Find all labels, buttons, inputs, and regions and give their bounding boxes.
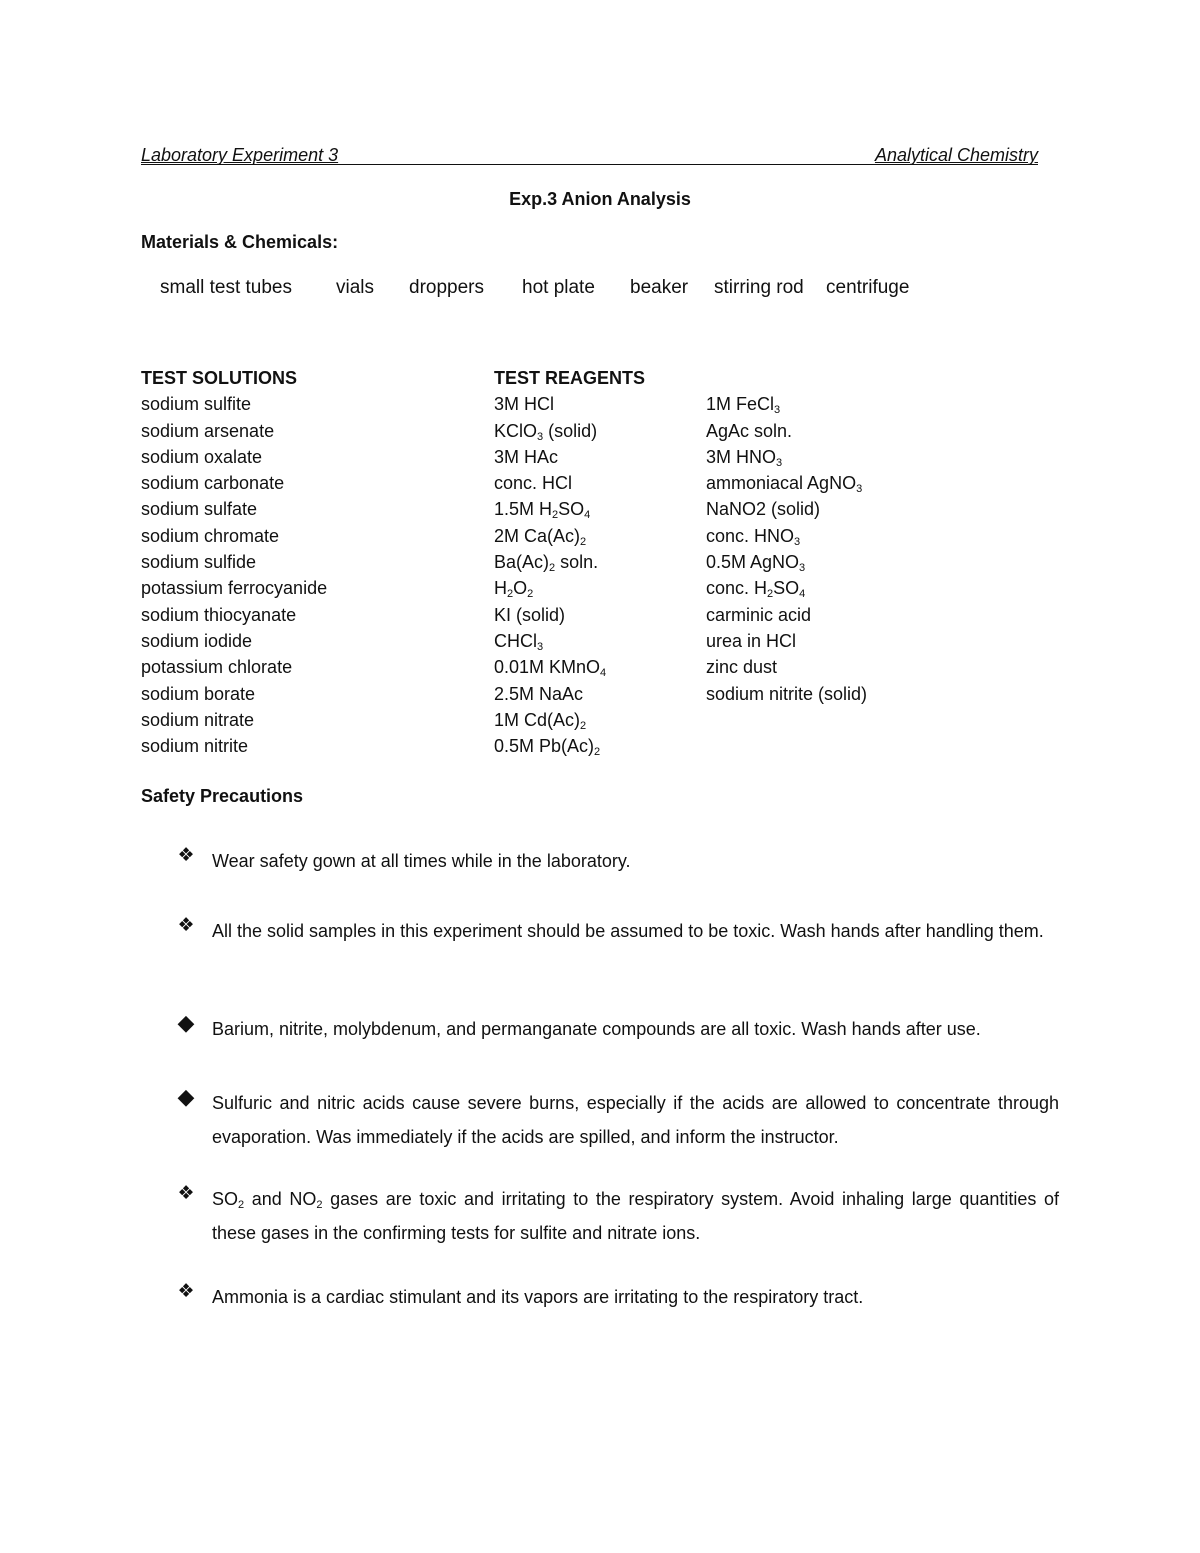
test-reagent-item (706, 654, 867, 680)
test-solution-item: sodium sulfite (141, 394, 252, 415)
reagent-text: 0.5M Pb(Ac) (494, 736, 595, 757)
reagent-subscript: 4 (600, 667, 607, 680)
safety-subscript: 2 (316, 1199, 323, 1211)
reagent-text: CHCl (494, 630, 537, 651)
reagent-text: KI (solid) (494, 604, 566, 625)
test-reagent-item (706, 602, 867, 628)
material-item: centrifuge (826, 277, 910, 298)
test-reagent-item (494, 654, 645, 680)
reagent-text: conc. H (706, 578, 768, 599)
reagent-subscript: 3 (776, 456, 783, 469)
reagent-text: conc. HNO (706, 525, 795, 546)
test-solution-item: sodium thiocyanate (141, 604, 297, 625)
material-item: hot plate (522, 277, 595, 298)
reagent-text: 2M Ca(Ac) (494, 525, 581, 546)
reagent-subscript: 2 (507, 588, 514, 601)
reagent-text: 0.5M AgNO (706, 552, 800, 573)
test-solutions-heading: TEST SOLUTIONS (141, 368, 298, 388)
diamond-dots-icon: ❖ (177, 915, 195, 936)
test-reagent-item (494, 602, 645, 628)
reagent-subscript: 4 (799, 588, 806, 601)
reagent-text: sodium nitrite (solid) (706, 683, 868, 704)
reagent-subscript: 2 (767, 588, 774, 601)
material-item: droppers (409, 277, 484, 298)
reagent-text: SO (773, 578, 800, 599)
reagent-subscript: 2 (594, 746, 601, 759)
test-reagents-column-2 (706, 365, 867, 707)
test-reagent-item (706, 628, 867, 654)
diamond-dots-icon: ❖ (177, 845, 195, 866)
test-solutions-column (141, 365, 327, 759)
reagent-text: 3M HNO (706, 446, 777, 467)
reagent-subscript: 4 (584, 509, 591, 522)
solid-diamond-icon: ◆ (177, 1084, 195, 1109)
test-solution-item: sodium nitrite (141, 736, 249, 757)
reagent-text: ammoniacal AgNO (706, 473, 857, 494)
test-reagent-item (706, 496, 867, 522)
reagent-subscript: 3 (794, 535, 801, 548)
header-rule (141, 164, 1038, 165)
reagent-text: 1M Cd(Ac) (494, 709, 581, 730)
safety-text (212, 1182, 1059, 1250)
test-reagent-item (494, 391, 645, 417)
test-reagent-item (494, 575, 645, 601)
reagent-text: carminic acid (706, 604, 812, 625)
reagent-text: O (513, 578, 528, 599)
test-reagent-item (706, 523, 867, 549)
test-solution-item: sodium oxalate (141, 446, 263, 467)
test-solution-item: sodium arsenate (141, 420, 275, 441)
safety-text: Barium, nitrite, molybdenum, and permanganate compounds are all toxic. Wash hands after use. (212, 1019, 981, 1039)
safety-text-part: gases are toxic and irritating to the respiratory system. Avoid inhaling large quantities of these gases in the confirming tests for sulfite and nitrate ions. (212, 1189, 1059, 1243)
test-reagent-item (494, 681, 645, 707)
materials-heading: Materials & Chemicals: (141, 232, 339, 252)
reagent-text: (solid) (543, 420, 598, 441)
reagent-subscript: 2 (580, 719, 587, 732)
reagent-text: KClO (494, 420, 538, 441)
test-reagent-item (494, 628, 645, 654)
reagent-subscript: 2 (549, 562, 556, 575)
material-item: beaker (630, 277, 689, 298)
reagent-text: 1M FeCl (706, 394, 775, 415)
test-reagent-item (706, 470, 867, 496)
safety-text-part: SO (212, 1189, 239, 1209)
reagent-subscript: 3 (856, 483, 863, 496)
reagent-text: AgAc soln. (706, 420, 793, 441)
material-item: small test tubes (160, 277, 292, 298)
reagent-text: urea in HCl (706, 630, 797, 651)
test-reagent-item (494, 418, 645, 444)
header-right: Analytical Chemistry (874, 145, 1038, 165)
test-reagent-item (494, 733, 645, 759)
test-reagent-item (706, 418, 867, 444)
test-reagents-heading: TEST REAGENTS (494, 368, 646, 388)
reagent-text: H (494, 578, 507, 599)
material-item: stirring rod (714, 277, 804, 298)
reagent-text: Ba(Ac) (494, 552, 550, 573)
test-reagent-item (706, 575, 867, 601)
test-reagent-item (494, 444, 645, 470)
safety-text: Ammonia is a cardiac stimulant and its vapors are irritating to the respiratory tract. (212, 1287, 864, 1307)
reagent-text: 3M HCl (494, 394, 555, 415)
test-solution-item: sodium sulfide (141, 552, 257, 573)
test-solution-item: sodium nitrate (141, 709, 255, 730)
reagent-subscript: 3 (537, 640, 544, 653)
safety-text-part: and NO (244, 1189, 317, 1209)
test-solution-item: potassium chlorate (141, 657, 293, 678)
test-reagent-item (706, 444, 867, 470)
reagent-text: soln. (555, 552, 599, 573)
page-title: Exp.3 Anion Analysis (509, 189, 691, 209)
reagent-text: 2.5M NaAc (494, 683, 584, 704)
test-reagent-item (494, 549, 645, 575)
test-solution-item: sodium chromate (141, 525, 280, 546)
column-spacer (706, 365, 867, 391)
test-reagent-item (494, 707, 645, 733)
reagent-text: 3M HAc (494, 446, 559, 467)
reagent-subscript: 3 (799, 562, 806, 575)
solid-diamond-icon: ◆ (177, 1010, 195, 1035)
safety-heading: Safety Precautions (141, 786, 304, 806)
test-reagents-column-1 (494, 365, 645, 759)
reagent-subscript: 2 (580, 535, 587, 548)
reagent-subscript: 3 (537, 430, 544, 443)
reagent-text: 0.01M KMnO (494, 657, 601, 678)
test-reagent-item (706, 549, 867, 575)
reagent-text: conc. HCl (494, 473, 573, 494)
safety-subscript: 2 (238, 1199, 245, 1211)
reagent-text: SO (558, 499, 585, 520)
test-reagent-item (494, 496, 645, 522)
header-left: Laboratory Experiment 3 (141, 145, 339, 165)
test-reagent-item (494, 523, 645, 549)
test-solution-item: sodium iodide (141, 630, 253, 651)
test-solution-item: potassium ferrocyanide (141, 578, 328, 599)
test-reagent-item (706, 391, 867, 417)
safety-text: Sulfuric and nitric acids cause severe burns, especially if the acids are allowed to concentrate through evaporation. Was immediately if the acids are spilled, and inform the instructor. (212, 1093, 1059, 1147)
test-reagent-item (494, 470, 645, 496)
test-solution-item: sodium carbonate (141, 473, 285, 494)
materials-list (0, 277, 1200, 303)
reagent-subscript: 2 (527, 588, 534, 601)
reagent-subscript: 3 (774, 404, 781, 417)
diamond-dots-icon: ❖ (177, 1281, 195, 1302)
safety-text: All the solid samples in this experiment should be assumed to be toxic. Wash hands after handling them. (212, 921, 1044, 941)
reagent-text: zinc dust (706, 657, 778, 678)
diamond-dots-icon: ❖ (177, 1183, 195, 1204)
material-item: vials (336, 277, 375, 298)
reagent-text: 1.5M H (494, 499, 553, 520)
test-solution-item: sodium sulfate (141, 499, 258, 520)
test-reagent-item (706, 681, 867, 707)
reagent-text: NaNO2 (solid) (706, 499, 821, 520)
reagent-subscript: 2 (552, 509, 559, 522)
test-solution-item: sodium borate (141, 683, 256, 704)
safety-text: Wear safety gown at all times while in the laboratory. (212, 851, 631, 871)
